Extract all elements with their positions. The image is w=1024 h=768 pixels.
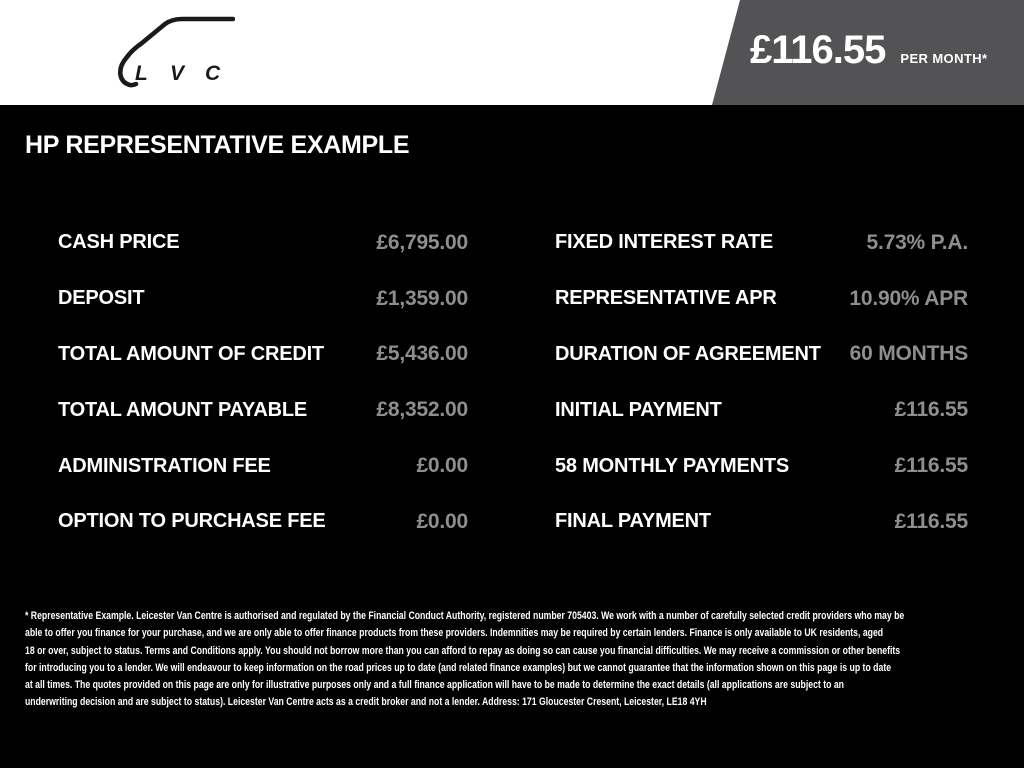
finance-value: £5,436.00	[376, 342, 468, 366]
finance-value: 60 MONTHS	[849, 342, 968, 366]
legal-disclaimer	[25, 608, 973, 712]
finance-value: 5.73% P.A.	[866, 230, 968, 254]
finance-label: FIXED INTEREST RATE	[555, 231, 774, 254]
lvc-van-logo	[105, 12, 235, 90]
finance-label: FINAL PAYMENT	[555, 510, 711, 533]
monthly-price-period: PER MONTH*	[900, 51, 988, 66]
disclaimer-line: * Representative Example. Leicester Van Centre is authorised and regulated by the Financial Conduct Authority, registered number 705403. We work with a number of carefully selected credit providers who may be	[25, 610, 905, 622]
finance-row-deposit	[58, 271, 468, 327]
finance-value: £0.00	[416, 454, 468, 478]
disclaimer-line: at all times. The quotes provided on this page are only for illustrative purposes only and a full finance application will have to be made to determine the exact details (all applications are subject to an	[25, 679, 844, 692]
finance-row-final-payment	[555, 494, 968, 550]
finance-row-initial-payment	[555, 382, 968, 438]
finance-row-total-credit	[58, 327, 468, 383]
finance-value: £116.55	[894, 509, 968, 533]
finance-value: 10.90% APR	[849, 286, 968, 310]
finance-value: £0.00	[416, 509, 468, 533]
finance-row-total-payable	[58, 382, 468, 438]
finance-value: £116.55	[894, 398, 968, 422]
finance-row-monthly-payments	[555, 438, 968, 494]
finance-label: TOTAL AMOUNT OF CREDIT	[58, 342, 324, 365]
disclaimer-line: for introducing you to a lender. We will endeavour to keep information on the road prices up to date (and related finance examples) but we cannot guarantee that the information shown on this page is up to date	[25, 661, 892, 674]
disclaimer-line: 18 or over, subject to status. Terms and Conditions apply. You should not borrow more than you can afford to repay as doing so can cause you financial difficulties. We may receive a commission or other benefits	[25, 644, 901, 657]
finance-value: £8,352.00	[376, 398, 468, 422]
finance-label: TOTAL AMOUNT PAYABLE	[58, 398, 307, 421]
page-title: HP REPRESENTATIVE EXAMPLE	[25, 131, 410, 159]
finance-column-left	[58, 215, 468, 550]
finance-row-interest-rate	[555, 215, 968, 271]
finance-label: DEPOSIT	[58, 287, 145, 310]
finance-label: REPRESENTATIVE APR	[555, 287, 777, 310]
finance-row-admin-fee	[58, 438, 468, 494]
finance-value: £116.55	[894, 454, 968, 478]
finance-label: OPTION TO PURCHASE FEE	[58, 510, 326, 533]
finance-row-duration	[555, 327, 968, 383]
finance-row-cash-price	[58, 215, 468, 271]
finance-row-option-fee	[58, 494, 468, 550]
disclaimer-line: able to offer you finance for your purchase, and we are only able to offer finance products from these providers. Indemnities may be required by certain lenders. Finance is only available to UK residents, aged	[25, 627, 884, 640]
finance-value: £1,359.00	[376, 286, 468, 310]
disclaimer-line: underwriting decision and are subject to status). Leicester Van Centre acts as a credit broker and not a lender. Address: 171 Gloucester Cresent, Leicester, LE18 4YH	[25, 696, 707, 709]
finance-label: INITIAL PAYMENT	[555, 398, 722, 421]
finance-row-apr	[555, 271, 968, 327]
finance-value: £6,795.00	[376, 230, 468, 254]
finance-label: CASH PRICE	[58, 231, 180, 254]
finance-label: 58 MONTHLY PAYMENTS	[555, 454, 790, 477]
logo-letters: L V C	[135, 62, 221, 85]
finance-label: ADMINISTRATION FEE	[58, 454, 271, 477]
header-bar	[0, 0, 1024, 105]
finance-column-right	[555, 215, 968, 550]
finance-label: DURATION OF AGREEMENT	[555, 342, 821, 365]
price-banner-content	[750, 0, 1010, 105]
monthly-price: £116.55	[750, 28, 886, 72]
